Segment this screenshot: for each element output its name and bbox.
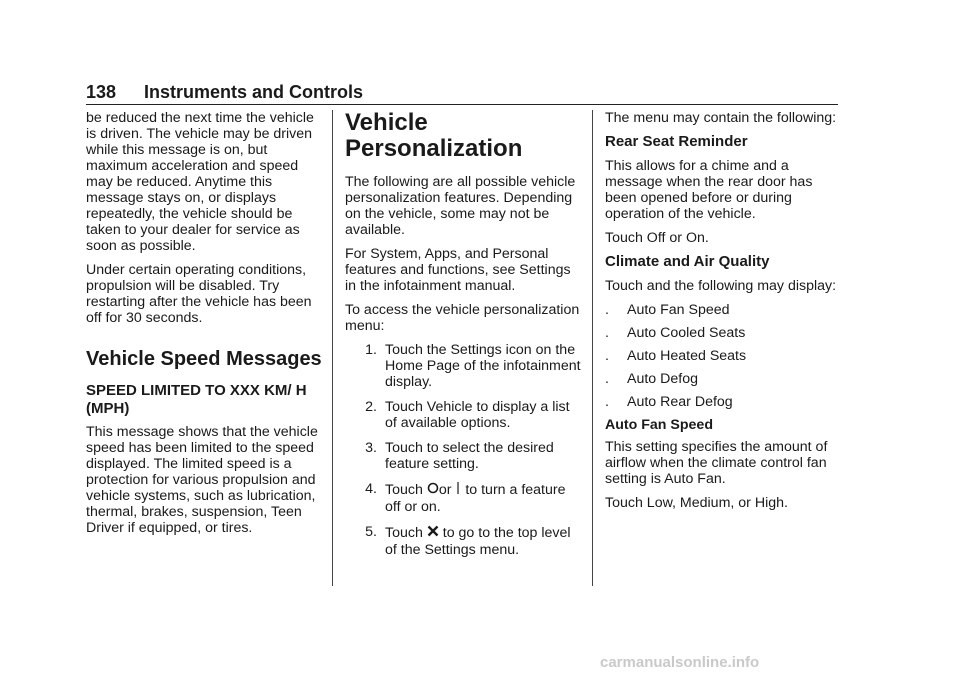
bullet-text: Auto Cooled Seats xyxy=(627,325,746,341)
step-text-post: to go to the top level of the Settings menu. xyxy=(385,524,571,558)
bullet: . xyxy=(605,302,609,318)
step-text: Touch the Settings icon on the Home Page of the infotainment display. xyxy=(385,342,581,390)
circle-icon xyxy=(427,481,439,499)
bullet: . xyxy=(605,348,609,364)
step-number: 5. xyxy=(365,524,377,540)
x-icon xyxy=(427,524,439,542)
bullet-text: Auto Heated Seats xyxy=(627,348,747,364)
step-text-pre: Touch xyxy=(385,481,427,498)
step-text xyxy=(385,481,581,515)
page-header xyxy=(86,82,838,105)
step-text xyxy=(385,524,581,558)
bar-icon xyxy=(455,481,461,499)
paragraph: This allows for a chime and a message when the rear door has been opened before or during operation of the vehicle. xyxy=(605,158,813,222)
list-item xyxy=(345,481,581,515)
column-middle xyxy=(345,110,581,567)
step-text-pre: Touch xyxy=(385,524,427,541)
paragraph: Touch and the following may display: xyxy=(605,278,837,294)
list-item xyxy=(605,394,841,410)
list-item xyxy=(605,371,841,387)
paragraph: The following are all possible vehicle personalization features. Depending on the vehicle, some may not be available. xyxy=(345,174,576,238)
paragraph: This setting specifies the amount of airflow when the climate control fan setting is Auto Fan. xyxy=(605,439,828,487)
bullet-text: Auto Rear Defog xyxy=(627,394,733,410)
watermark: carmanualsonline.info xyxy=(600,654,760,671)
column-left xyxy=(86,110,322,544)
paragraph: Touch Low, Medium, or High. xyxy=(605,495,788,511)
paragraph: This message shows that the vehicle speed has been limited to the speed displayed. The limited speed is a protection for various propulsion and vehicle systems, such as lubrication, thermal, brakes, suspension, Teen Driver if equipped, or tires. xyxy=(86,424,318,536)
step-text-post: to turn a feature off or on. xyxy=(385,481,566,515)
step-number: 1. xyxy=(365,342,377,358)
bullet: . xyxy=(605,371,609,387)
step-number: 4. xyxy=(365,481,377,497)
paragraph: Touch Off or On. xyxy=(605,230,709,246)
heading-rear-seat-reminder: Rear Seat Reminder xyxy=(605,133,748,150)
step-number: 2. xyxy=(365,399,377,415)
list-item xyxy=(345,440,581,472)
bullet-text: Auto Defog xyxy=(627,371,698,387)
list-item xyxy=(345,342,581,390)
column-divider xyxy=(592,110,593,586)
paragraph: The menu may contain the following: xyxy=(605,110,837,126)
heading-auto-fan-speed: Auto Fan Speed xyxy=(605,417,713,433)
page-number: 138 xyxy=(86,82,117,102)
bullet-text: Auto Fan Speed xyxy=(627,302,730,318)
paragraph: To access the vehicle personalization menu: xyxy=(345,302,580,334)
column-right xyxy=(605,110,841,519)
list-item xyxy=(605,325,841,341)
heading-speed-limited: SPEED LIMITED TO XXX KM/ H (MPH) xyxy=(86,382,307,417)
paragraph: be reduced the next time the vehicle is driven. The vehicle may be driven while this message is on, but maximum acceleration and speed may be reduced. Anytime this message stays on, or displays repeatedly, the vehicle should be taken to your dealer for service as soon as possible. xyxy=(86,110,314,254)
list-item xyxy=(605,348,841,364)
step-text-mid: or xyxy=(438,481,452,498)
heading-vehicle-speed-messages: Vehicle Speed Messages xyxy=(86,348,322,370)
paragraph: For System, Apps, and Personal features and functions, see Settings in the infotainment manual. xyxy=(345,246,571,294)
heading-climate-air-quality: Climate and Air Quality xyxy=(605,253,770,270)
section-title: Instruments and Controls xyxy=(144,82,364,102)
bullet: . xyxy=(605,325,609,341)
bullet: . xyxy=(605,394,609,410)
list-item xyxy=(345,524,581,558)
steps-list xyxy=(345,342,581,558)
step-number: 3. xyxy=(365,440,377,456)
list-item xyxy=(605,302,841,318)
bullet-list xyxy=(605,302,841,410)
paragraph: Under certain operating conditions, propulsion will be disabled. Try restarting after the vehicle has been off for 30 seconds. xyxy=(86,262,312,326)
step-text: Touch to select the desired feature setting. xyxy=(385,440,554,472)
heading-vehicle-personalization: Vehicle Personalization xyxy=(345,109,523,162)
list-item xyxy=(345,399,581,431)
step-text: Touch Vehicle to display a list of available options. xyxy=(385,399,570,431)
column-divider xyxy=(332,110,333,586)
